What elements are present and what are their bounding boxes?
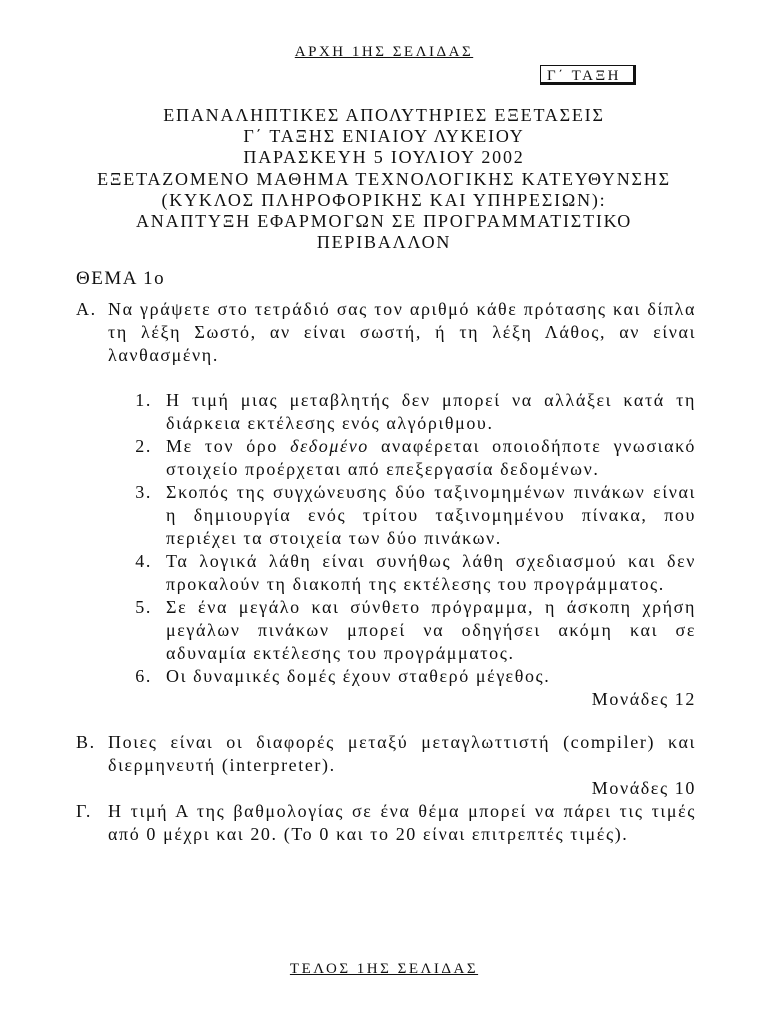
question-b-marks: Μονάδες 10	[591, 778, 696, 798]
list-item	[108, 389, 696, 435]
list-item	[108, 550, 696, 596]
item-text: Σε ένα μεγάλο και σύνθετο πρόγραμμα, η άσκοπη χρήση μεγάλων πινάκων μπορεί να οδηγήσει ακόμη και σε αδυναμία εκτέλεσης του προγράμματος.	[166, 597, 696, 663]
instruction-text: , αν είναι σωστή, ή τη λέξη	[250, 322, 545, 342]
section-gap	[76, 711, 696, 731]
instruction-text: Να γράψετε στο τετράδιό σας τον αριθμό κάθε πρότασης και δίπλα τη λέξη	[108, 299, 696, 342]
exam-title-line: Γ΄ ΤΑΞΗΣ ΕΝΙΑΙΟΥ ΛΥΚΕΙΟΥ	[243, 126, 525, 147]
theme-content	[76, 298, 696, 846]
item-text: Οι δυναμικές δομές έχουν σταθερό μέγεθος.	[166, 666, 551, 686]
exam-title-line: (ΚΥΚΛΟΣ ΠΛΗΡΟΦΟΡΙΚΗΣ ΚΑΙ ΥΠΗΡΕΣΙΩΝ):	[161, 189, 607, 210]
item-text: Σκοπός της συγχώνευσης δύο ταξινομημένων πινάκων είναι η δημιουργία ενός τρίτου ταξινομημένου πίνακα, που περιέχει τα στοιχεία των δύο πινάκων.	[166, 482, 696, 548]
exam-title-line: ΑΝΑΠΤΥΞΗ ΕΦΑΡΜΟΓΩΝ ΣΕ ΠΡΟΓΡΑΜΜΑΤΙΣΤΙΚΟ	[135, 211, 633, 232]
question-g-label: Γ.	[76, 801, 92, 821]
item-text: Η τιμή μιας μεταβλητής δεν μπορεί να αλλάξει κατά τη διάρκεια εκτέλεσης ενός αλγόριθμου.	[166, 390, 696, 433]
question-g	[76, 800, 696, 846]
question-b-label: Β.	[76, 732, 96, 752]
item-text-part: Με τον όρο	[166, 436, 291, 456]
exam-title-block	[0, 105, 768, 253]
question-b	[76, 731, 696, 800]
item-number: 2.	[135, 436, 152, 456]
exam-title-line: ΠΕΡΙΒΑΛΛΟΝ	[316, 232, 452, 253]
question-b-body	[108, 731, 696, 800]
list-item	[108, 481, 696, 550]
item-number: 4.	[135, 551, 152, 571]
page-footer: ΤΕΛΟΣ 1ΗΣ ΣΕΛΙΔΑΣ	[289, 961, 479, 977]
item-text-part: αναφέρεται οποιοδήποτε γνωσιακό στοιχείο προέρχεται από επεξεργασία δεδομένων.	[166, 436, 696, 479]
item-number: 5.	[135, 597, 152, 617]
question-g-text: Η τιμή Α της βαθμολογίας σε ένα θέμα μπορεί να πάρει τις τιμές από 0 μέχρι και 20. (Το 0 και το 20 είναι επιτρεπτές τιμές).	[108, 801, 696, 844]
question-a-body	[108, 298, 696, 711]
instruction-text: , αν είναι λανθασμένη.	[108, 322, 697, 365]
statement-list	[108, 389, 696, 688]
item-number: 6.	[135, 666, 152, 686]
item-text-emphasis: δεδομένο	[290, 436, 369, 456]
question-a-marks: Μονάδες 12	[591, 689, 696, 709]
item-number: 1.	[135, 390, 152, 410]
list-item	[108, 596, 696, 665]
question-a	[76, 298, 696, 711]
word-correct: Σωστό	[194, 322, 251, 342]
exam-title-line: ΕΞΕΤΑΖΟΜΕΝΟ ΜΑΘΗΜΑ ΤΕΧΝΟΛΟΓΙΚΗΣ ΚΑΤΕΥΘΥΝΣΗΣ	[97, 168, 671, 189]
item-text: Τα λογικά λάθη είναι συνήθως λάθη σχεδιασμού και δεν προκαλούν τη διακοπή της εκτέλεσης του προγράμματος.	[166, 551, 696, 594]
question-b-text: Ποιες είναι οι διαφορές μεταξύ μεταγλωττιστή (compiler) και διερμηνευτή (interpreter).	[108, 732, 696, 775]
item-number: 3.	[135, 482, 152, 502]
exam-title-line: ΕΠΑΝΑΛΗΠΤΙΚΕΣ ΑΠΟΛΥΤΗΡΙΕΣ ΕΞΕΤΑΣΕΙΣ	[163, 105, 605, 125]
exam-title-line: ΠΑΡΑΣΚΕΥΗ 5 ΙΟΥΛΙΟΥ 2002	[243, 147, 525, 168]
question-a-label: Α.	[76, 299, 97, 319]
list-item	[108, 665, 696, 688]
word-wrong: Λάθος	[544, 322, 600, 342]
item-text	[166, 435, 696, 481]
theme-heading: ΘΕΜΑ 1ο	[76, 268, 166, 289]
question-a-instruction	[108, 298, 696, 367]
grade-box: Γ΄ ΤΑΞΗ	[540, 65, 636, 85]
list-item	[108, 435, 696, 481]
page-header: ΑΡΧΗ 1ΗΣ ΣΕΛΙΔΑΣ	[294, 44, 474, 60]
question-g-body	[108, 800, 696, 846]
